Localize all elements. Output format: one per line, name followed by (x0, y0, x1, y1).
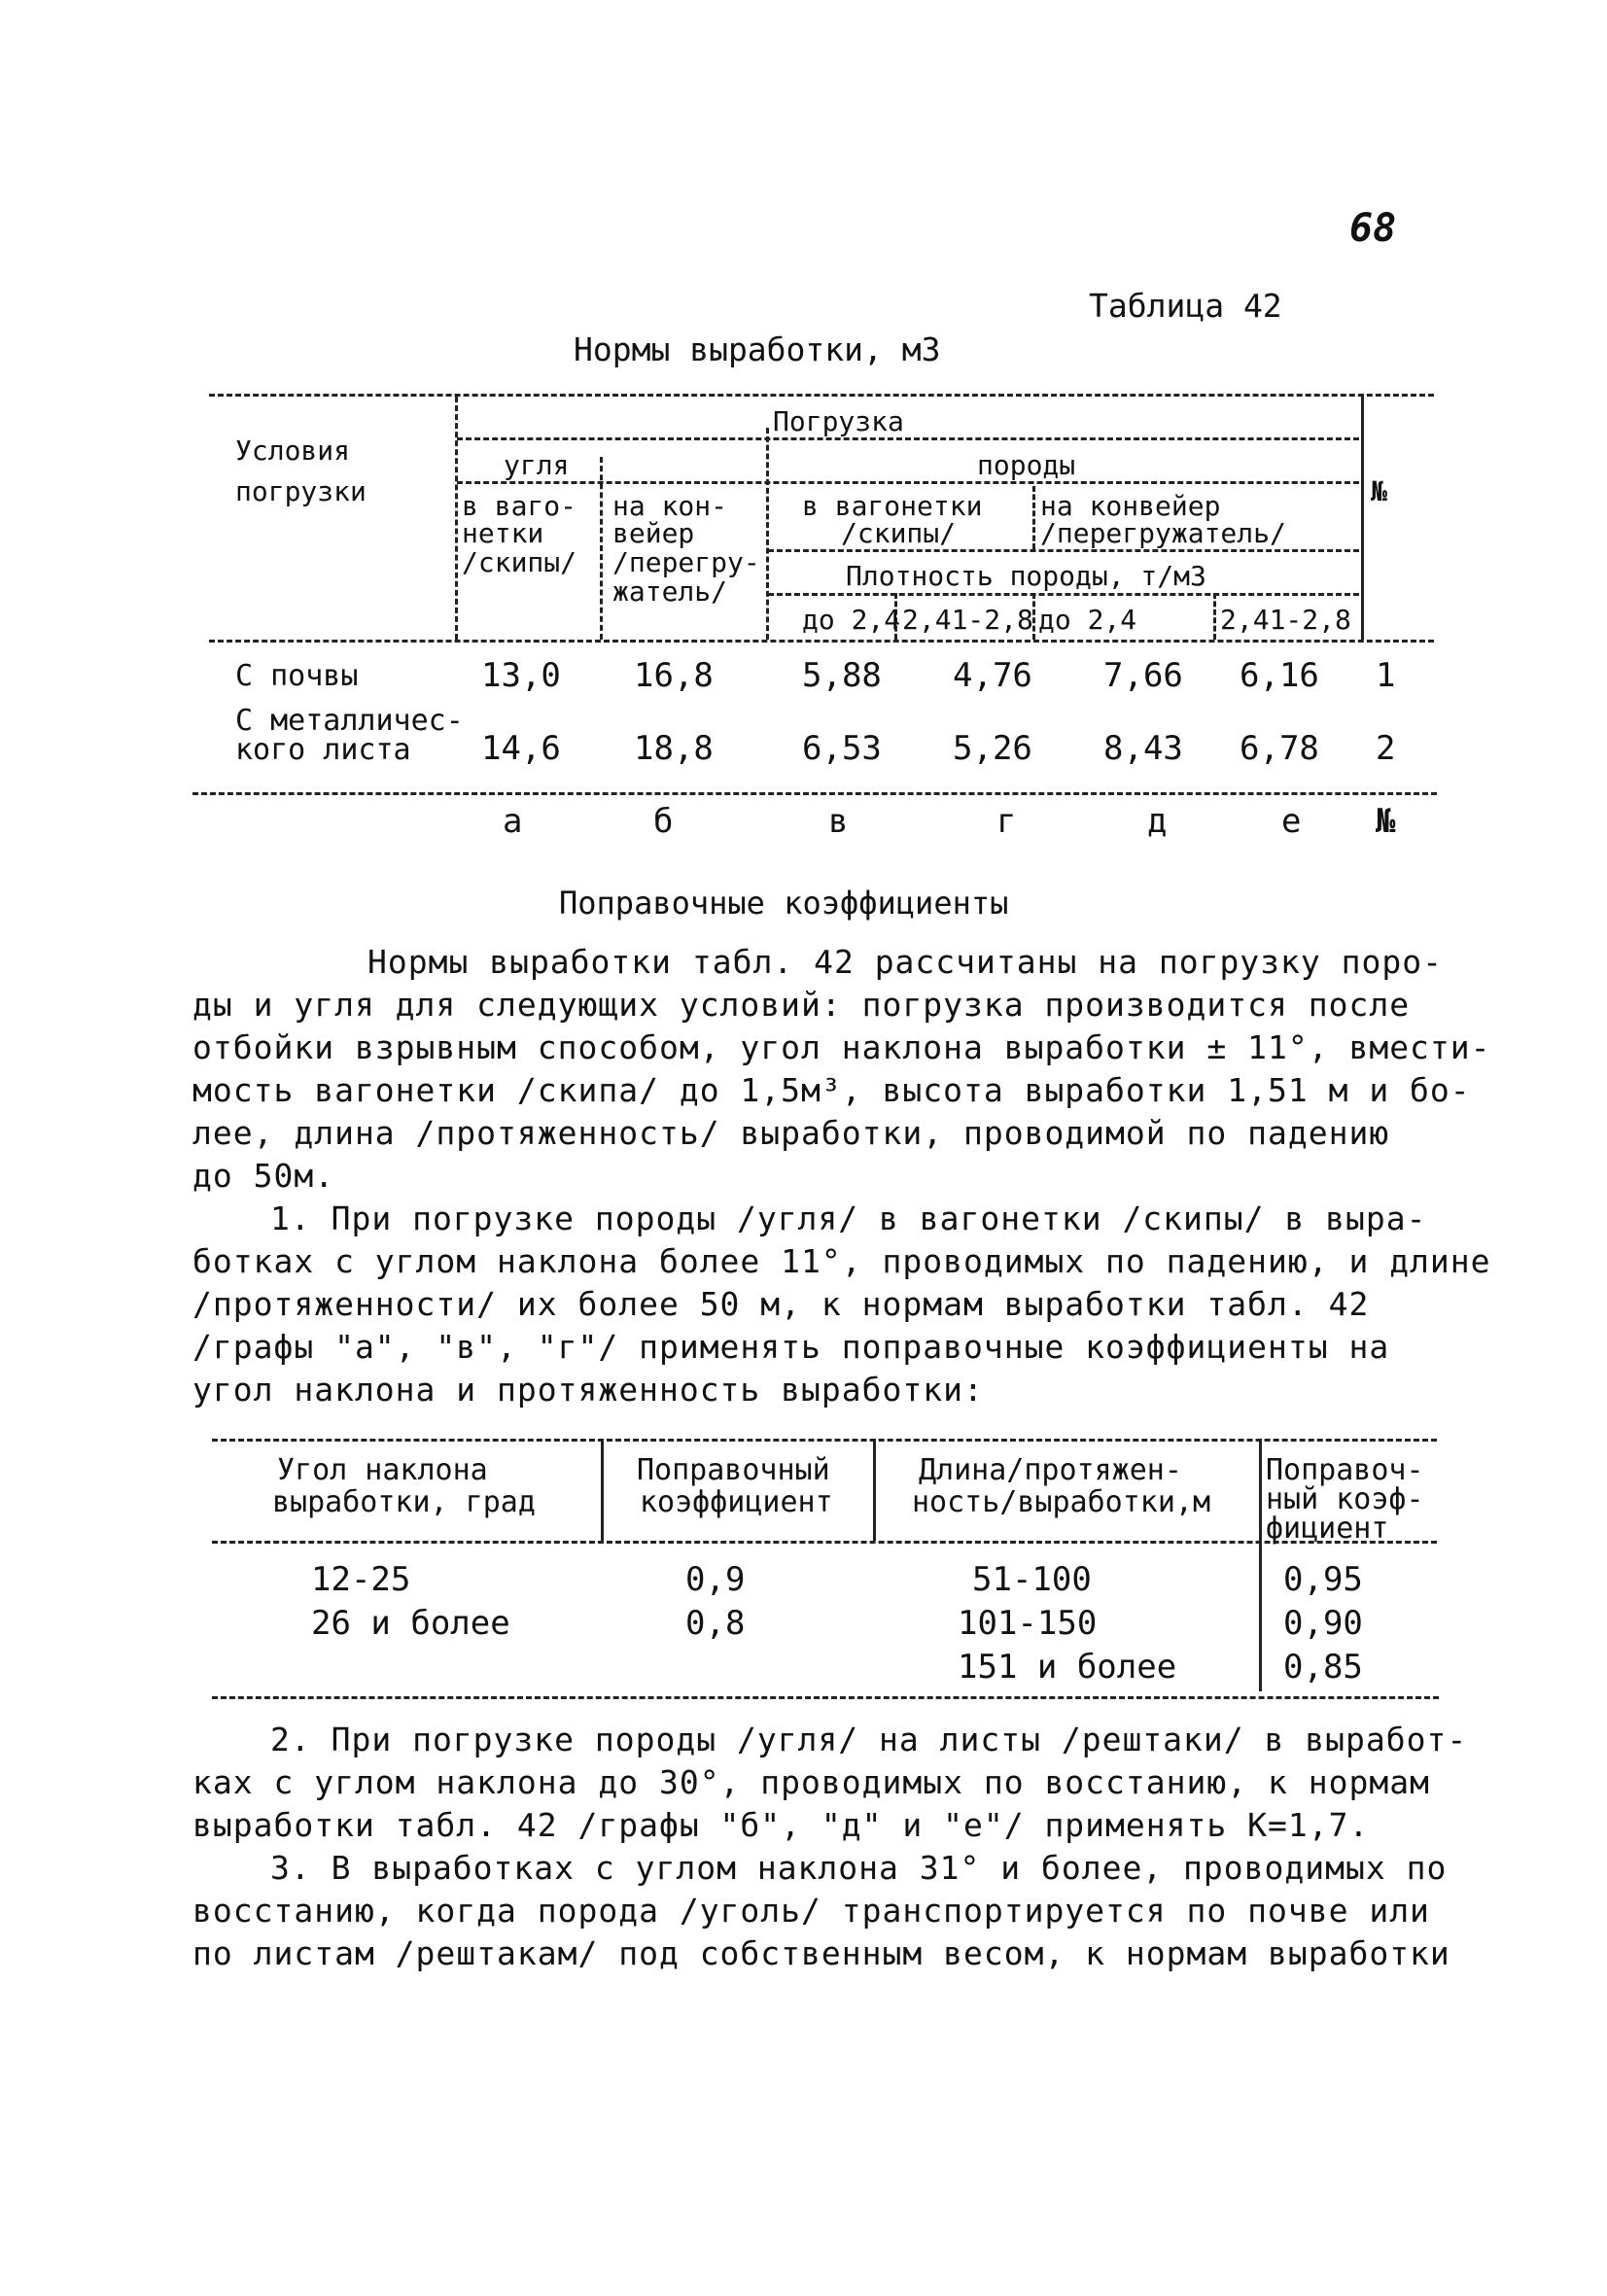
rock-wagon-header-1: в вагонетки (802, 490, 983, 522)
coal-conveyor-header-4: жатель/ (612, 575, 728, 608)
coef-header-length-1: Длина/протяжен- (919, 1453, 1182, 1487)
cell-angle: 12-25 (311, 1560, 411, 1599)
cell-v: 6,53 (802, 729, 882, 768)
coef-header-coef-2: коэффициент (640, 1485, 833, 1519)
paragraph-line: восстанию, когда порода /уголь/ транспортируется по почве или (192, 1892, 1430, 1930)
coef-header-angle-1: Угол наклона (277, 1453, 488, 1487)
coef-header-length-2: ность/выработки,м (912, 1485, 1211, 1519)
cell-coef2: 0,95 (1283, 1560, 1363, 1599)
rock-header: породы (977, 449, 1076, 481)
column-letter: в (828, 802, 849, 841)
paragraph-line: /графы "а", "в", "г"/ применять поправочные коэффициенты на (192, 1328, 1390, 1366)
cell-e: 6,78 (1240, 729, 1319, 768)
coal-wagon-header-1: в ваго- (462, 490, 577, 522)
cell-a: 14,6 (481, 729, 561, 768)
coef-header-coef-1: Поправочный (637, 1453, 830, 1487)
column-letter: д (1147, 802, 1168, 841)
cell-b: 16,8 (634, 656, 714, 695)
paragraph-2 (192, 1719, 1468, 1847)
rock-conveyor-header-1: на конвейер (1040, 490, 1221, 522)
row-number: 2 (1376, 729, 1396, 768)
coal-conveyor-header-1: на кон- (612, 490, 728, 522)
cell-d: 7,66 (1103, 656, 1183, 695)
rock-conveyor-header-2: /перегружатель/ (1040, 517, 1286, 549)
rock-wagon-header-2: /скипы/ (841, 517, 957, 549)
paragraph-line: угол наклона и протяженность выработки: (192, 1371, 984, 1409)
paragraph-line: отбойки взрывным способом, угол наклона выработки ± 11°, вмести- (192, 1028, 1491, 1066)
table-label: Таблица 42 (1089, 287, 1282, 325)
paragraph-line: Нормы выработки табл. 42 рассчитаны на погрузку поро- (367, 943, 1443, 981)
conditions-header-line1: Условия (235, 435, 351, 467)
cell-length: 101-150 (958, 1604, 1098, 1643)
cell-length: 51-100 (972, 1560, 1092, 1599)
cell-length: 151 и более (958, 1648, 1177, 1687)
intro-paragraph (192, 941, 1491, 1198)
paragraph-line: лее, длина /протяженность/ выработки, проводимой по падению (192, 1114, 1390, 1152)
density-range-2: 2,41-2,8 (902, 604, 1033, 636)
coef-heading: Поправочные коэффициенты (559, 885, 1009, 922)
cell-g: 5,26 (953, 729, 1032, 768)
cell-coef: 0,8 (685, 1604, 746, 1643)
coef-header-coef2-3: фициент (1266, 1512, 1389, 1546)
column-letter: е (1281, 802, 1302, 841)
row-condition: С почвы (235, 659, 359, 693)
coal-wagon-header-3: /скипы/ (462, 546, 577, 578)
coef-header-coef2-1: Поправоч- (1266, 1453, 1424, 1487)
paragraph-1 (192, 1198, 1491, 1411)
num-header: № (1371, 475, 1387, 507)
paragraph-line: ды и угля для следующих условий: погрузка производится после (192, 986, 1411, 1024)
cell-a: 13,0 (481, 656, 561, 695)
table-title: Нормы выработки, м3 (574, 330, 941, 368)
row-number: 1 (1376, 656, 1396, 695)
paragraph-line: /протяженности/ их более 50 м, к нормам выработки табл. 42 (192, 1285, 1370, 1323)
paragraph-3 (192, 1847, 1450, 1975)
cell-coef: 0,9 (685, 1560, 746, 1599)
paragraph-line: до 50м. (192, 1157, 335, 1195)
paragraph-line: 3. В выработках с углом наклона 31° и более, проводимых по (270, 1849, 1448, 1887)
cell-g: 4,76 (953, 656, 1032, 695)
coal-header: угля (504, 449, 570, 481)
page-number: 68 (1349, 206, 1397, 251)
cell-v: 5,88 (802, 656, 882, 695)
coef-header-coef2-2: ный коэф- (1266, 1482, 1424, 1516)
paragraph-line: 2. При погрузке породы /угля/ на листы /рештаки/ в выработ- (270, 1721, 1468, 1758)
density-range-1: до 2,4 (802, 604, 901, 636)
paragraph-line: ботках с углом наклона более 11°, проводимых по падению, и длине (192, 1242, 1491, 1280)
column-letter: № (1376, 802, 1396, 841)
cell-d: 8,43 (1103, 729, 1183, 768)
density-header: Плотность породы, т/м3 (846, 560, 1206, 592)
cell-coef2: 0,85 (1283, 1648, 1363, 1687)
row-condition-line1: С металличес- (235, 704, 464, 738)
paragraph-line: ках с углом наклона до 30°, проводимых по восстанию, к нормам (192, 1763, 1430, 1801)
paragraph-line: выработки табл. 42 /графы "б", "д" и "е"/ применять К=1,7. (192, 1806, 1370, 1844)
paragraph-line: 1. При погрузке породы /угля/ в вагонетки /скипы/ в выра- (270, 1200, 1427, 1237)
conditions-header-line2: погрузки (235, 475, 367, 507)
cell-coef2: 0,90 (1283, 1604, 1363, 1643)
cell-e: 6,16 (1240, 656, 1319, 695)
density-range-4: 2,41-2,8 (1220, 604, 1351, 636)
column-letter: а (503, 802, 523, 841)
coal-wagon-header-2: нетки (462, 517, 544, 549)
cell-angle: 26 и более (311, 1604, 510, 1643)
row-condition-line2: кого листа (235, 733, 411, 767)
density-range-3: до 2,4 (1038, 604, 1137, 636)
coal-conveyor-header-2: вейер (612, 517, 695, 549)
cell-b: 18,8 (634, 729, 714, 768)
coef-header-angle-2: выработки, град (272, 1485, 536, 1519)
column-letter: б (653, 802, 674, 841)
column-letter: г (996, 802, 1017, 841)
coal-conveyor-header-3: /перегру- (612, 546, 760, 578)
paragraph-line: по листам /рештакам/ под собственным весом, к нормам выработки (192, 1934, 1450, 1972)
paragraph-line: мость вагонетки /скипа/ до 1,5м³, высота выработки 1,51 м и бо- (192, 1071, 1471, 1109)
loading-header: Погрузка (773, 405, 904, 437)
